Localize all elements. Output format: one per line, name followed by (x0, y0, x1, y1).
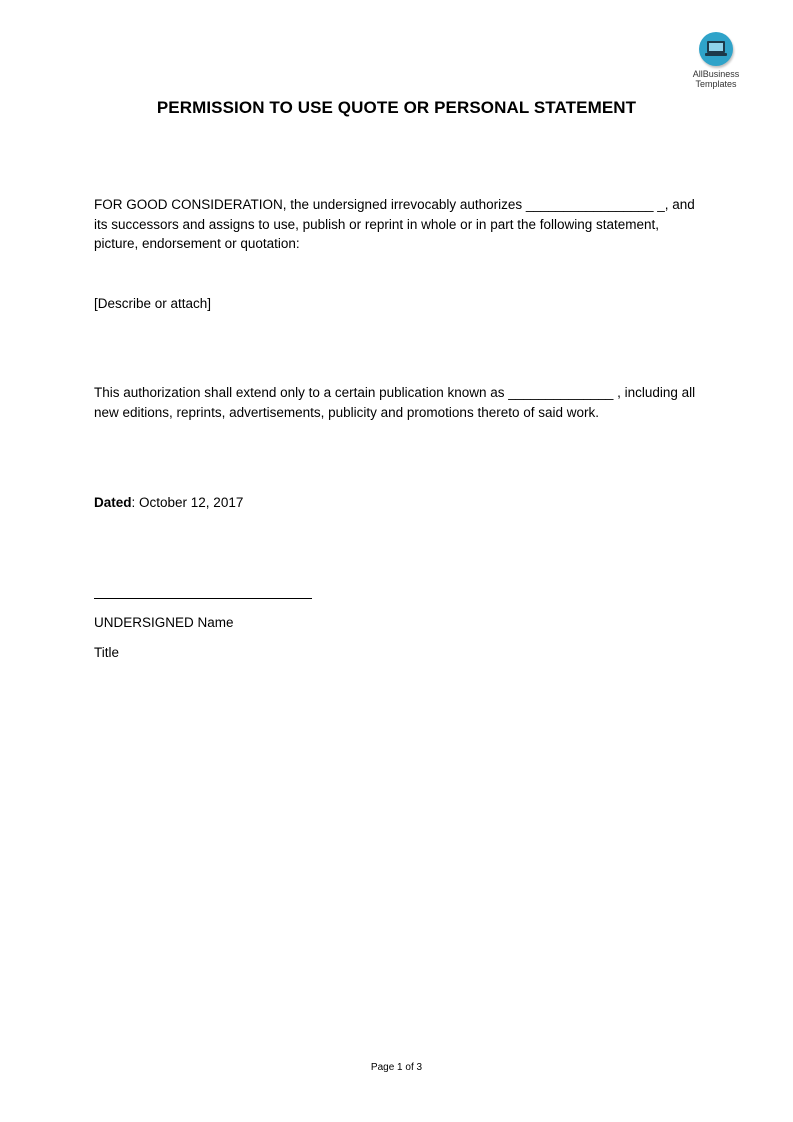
authorization-paragraph: FOR GOOD CONSIDERATION, the undersigned irrevocably authorizes _________________ _, and its successors and assigns to use, publish or reprint in whole or in part the following statement, picture, endorsement or quotation: (94, 197, 695, 251)
laptop-icon (699, 32, 733, 66)
logo-line-2: Templates (695, 79, 737, 89)
document-title: PERMISSION TO USE QUOTE OR PERSONAL STATEMENT (156, 98, 637, 117)
undersigned-name-label: UNDERSIGNED Name (94, 615, 234, 630)
dated-line (94, 493, 704, 513)
brand-logo (684, 32, 748, 89)
logo-line-1: AllBusiness (692, 69, 740, 79)
logo-text (684, 69, 748, 89)
dated-label: Dated (94, 495, 132, 510)
describe-placeholder: [Describe or attach] (94, 296, 212, 311)
signature-line (94, 598, 312, 599)
publication-paragraph: This authorization shall extend only to a certain publication known as ______________ , including all new editions, reprints, advertisements, publicity and promotions thereto of said work. (94, 385, 696, 420)
dated-value: : October 12, 2017 (131, 495, 244, 510)
title-label: Title (94, 645, 120, 660)
page-number: Page 1 of 3 (370, 1062, 423, 1073)
